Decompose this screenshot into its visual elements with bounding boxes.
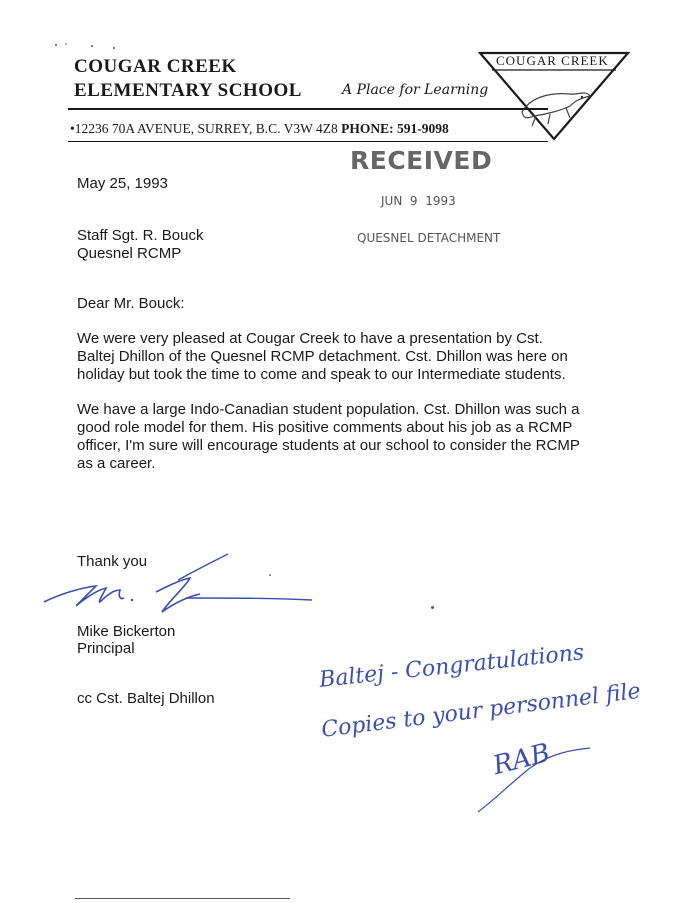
- cc-line: cc Cst. Baltej Dhillon: [77, 690, 215, 707]
- paragraph-2-line: officer, I'm sure will encourage students at our school to consider the RCMP: [77, 437, 580, 454]
- phone-label: PHONE:: [341, 121, 394, 136]
- school-tagline: A Place for Learning: [342, 82, 489, 98]
- recipient-line1: Staff Sgt. R. Bouck: [77, 227, 204, 244]
- received-stamp-title: RECEIVED: [350, 146, 493, 175]
- salutation: Dear Mr. Bouck:: [77, 295, 185, 312]
- scan-dot: [431, 606, 434, 609]
- letterhead: [0, 0, 700, 150]
- received-stamp-office: QUESNEL DETACHMENT: [357, 231, 501, 245]
- letterhead-rule-bottom: [68, 141, 548, 142]
- address-bullet: •: [70, 121, 75, 136]
- handwritten-note-line1: Baltej - Congratulations: [318, 640, 586, 693]
- received-stamp-date: JUN 9 1993: [381, 194, 456, 208]
- signer-name: Mike Bickerton: [77, 623, 176, 640]
- initials-flourish: [470, 740, 610, 820]
- scan-specks: [52, 38, 162, 48]
- paragraph-1: [77, 330, 568, 384]
- signer-title: Principal: [77, 640, 135, 657]
- paragraph-2-line: We have a large Indo-Canadian student population. Cst. Dhillon was such a: [77, 401, 580, 418]
- handwritten-initials: RAB: [490, 738, 554, 782]
- footer-rule: [75, 898, 290, 899]
- principal-signature: [40, 550, 320, 625]
- school-address: [70, 121, 449, 137]
- phone-number: 591-9098: [397, 121, 449, 136]
- recipient-line2: Quesnel RCMP: [77, 245, 182, 262]
- letterhead-rule-top: [68, 108, 548, 110]
- paragraph-2-line: as a career.: [77, 455, 156, 472]
- handwritten-note-line2: Copies to your personnel file: [320, 678, 642, 743]
- school-name-line2: ELEMENTARY SCHOOL: [74, 80, 302, 101]
- paragraph-1-line: holiday but took the time to come and speak to our Intermediate students.: [77, 366, 566, 383]
- closing: Thank you: [77, 553, 148, 570]
- paragraph-1-line: We were very pleased at Cougar Creek to have a presentation by Cst.: [77, 330, 543, 347]
- letter-date: May 25, 1993: [77, 175, 168, 192]
- paragraph-2-line: good role model for them. His positive comments about his job as a RCMP: [77, 419, 573, 436]
- logo-text: COUGAR CREEK: [496, 53, 609, 68]
- cougar-logo: [478, 50, 630, 142]
- paragraph-1-line: Baltej Dhillon of the Quesnel RCMP detachment. Cst. Dhillon was here on: [77, 348, 568, 365]
- address-text: 12236 70A AVENUE, SURREY, B.C. V3W 4Z8: [74, 121, 338, 136]
- paragraph-2: [77, 401, 580, 473]
- school-name-line1: COUGAR CREEK: [74, 56, 237, 77]
